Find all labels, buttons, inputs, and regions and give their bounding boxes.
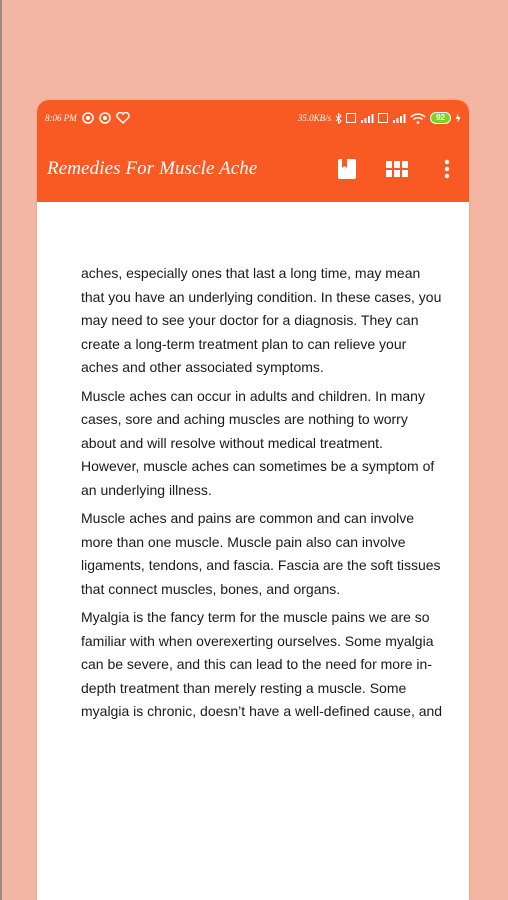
phone-screen: [37, 100, 469, 900]
volte-icon-2: [378, 113, 388, 123]
grid-view-icon: [386, 161, 408, 177]
battery-indicator: 92: [430, 112, 451, 124]
charging-icon: [455, 113, 461, 123]
bookmark-icon: [337, 158, 357, 180]
paragraph: aches, especially ones that last a long time, may mean that you have an underlying condition. In these cases, you may need to see your doctor for a diagnosis. They can create a long-term treatment plan to can relieve your aches and other associated symptoms.: [81, 265, 442, 375]
heart-icon: [116, 112, 130, 124]
status-bar: [37, 100, 469, 136]
background-edge: [0, 0, 2, 900]
signal-icon: [360, 113, 374, 123]
notification-app-icon: [82, 112, 94, 124]
app-title: Remedies For Muscle Ache: [47, 158, 258, 179]
notification-app-icon-2: [99, 112, 111, 124]
more-vert-icon: [444, 159, 450, 179]
wifi-icon: [410, 113, 426, 124]
bluetooth-icon: [335, 113, 342, 124]
paragraph: Muscle aches can occur in adults and children. In many cases, sore and aching muscles are nothing to worry about and will resolve without medical treatment. However, muscle aches can sometimes be a symptom of an underlying illness.: [81, 387, 435, 498]
toolbar: [37, 136, 469, 202]
status-time: 8:06 PM: [45, 113, 77, 123]
more-options-button[interactable]: [435, 157, 459, 181]
paragraph: Myalgia is the fancy term for the muscle pains we are so familiar with when overexerting ourselves. Some myalgia can be severe, and this can lead to the need for more in-depth treatment than merely resting a muscle. Some myalgia is chronic, doesn’t have a well-defined cause, and: [81, 609, 443, 719]
network-speed: 35.0KB/s: [297, 113, 332, 123]
bookmark-button[interactable]: [335, 157, 359, 181]
grid-view-button[interactable]: [385, 157, 409, 181]
article-content: [37, 202, 469, 724]
paragraph: Muscle aches and pains are common and can involve more than one muscle. Muscle pain also can involve ligaments, tendons, and fascia. Fascia are the soft tissues that connect muscles, bones, and organs.: [81, 510, 441, 597]
signal-icon-2: [392, 113, 406, 123]
app-bar: [37, 100, 469, 202]
volte-icon: [346, 113, 356, 123]
